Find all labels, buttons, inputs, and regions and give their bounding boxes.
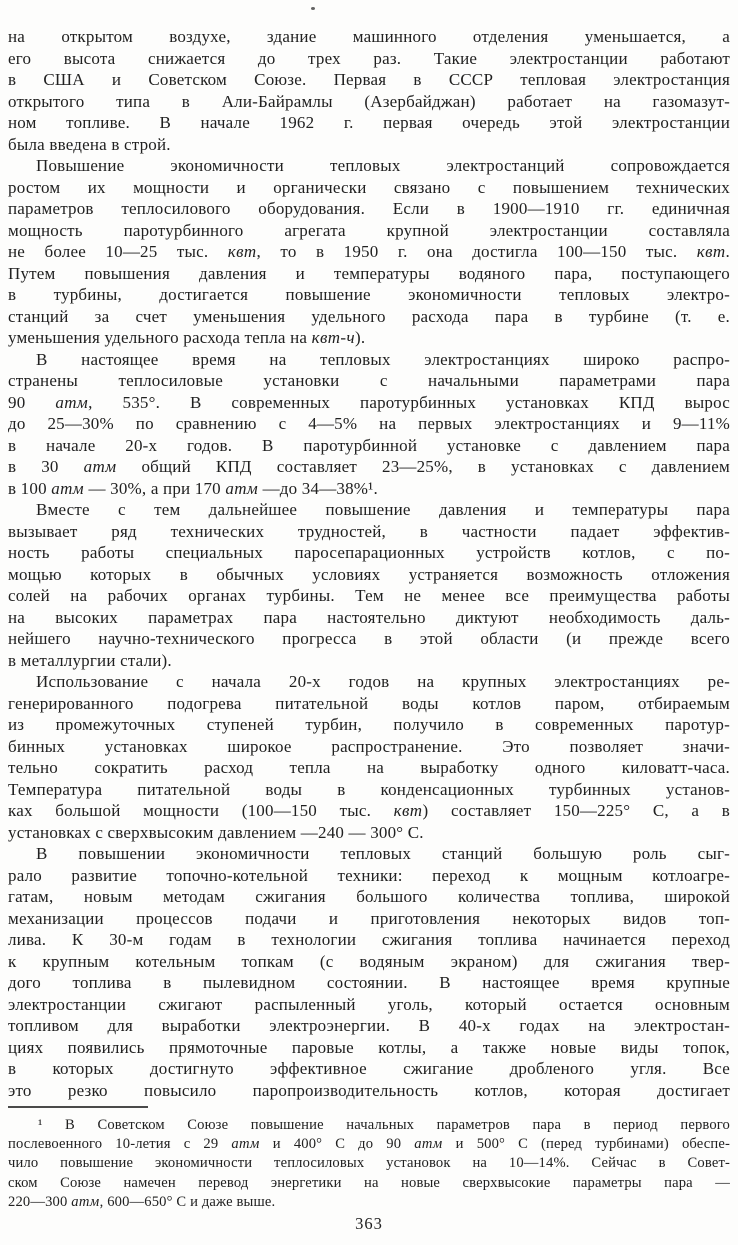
text-line: в США и Советском Союзе. Первая в СССР тепловая электростанция xyxy=(8,70,730,89)
text-line: странены теплосиловые установки с начальными параметрами пара xyxy=(8,371,730,390)
text-line: в турбины, достигается повышение экономичности тепловых электро- xyxy=(8,285,730,304)
text-line: чило повышение экономичности теплосиловых установок на 10—14%. Сейчас в Совет- xyxy=(8,1155,730,1172)
text-line: В настоящее время на тепловых электростанциях широко распро- xyxy=(36,349,730,369)
text-line: ном топливе. В начале 1962 г. первая очередь этой электростанции xyxy=(8,113,730,132)
text-line: солей на рабочих органах турбины. Тем не менее все преимущества работы xyxy=(8,586,730,605)
paragraph xyxy=(8,26,730,155)
paragraph xyxy=(8,349,730,500)
text-line: Повышение экономичности тепловых электростанций сопровождается xyxy=(36,156,730,175)
text-line: ростом их мощности и органически связано с повышением технических xyxy=(8,177,730,197)
text-line: Путем повышения давления и температуры водяного пара, поступающего xyxy=(8,263,730,283)
paragraph xyxy=(8,671,730,843)
body-text xyxy=(8,26,730,1101)
text-line: 220—300 атм, 600—650° С и даже выше. xyxy=(8,1193,276,1210)
text-line: в 30 атм общий КПД составляет 23—25%, в установках с давлением xyxy=(8,457,730,476)
text-line: генерированного подогрева питательной воды котлов паром, отбираемым xyxy=(8,693,730,713)
text-line: нейшего научно-технического прогресса в этой области (и прежде всего xyxy=(8,629,730,648)
text-line: в металлургии стали). xyxy=(8,650,172,670)
text-line: В повышении экономичности тепловых станций большую роль сыг- xyxy=(36,844,730,863)
text-line: на высоких параметрах пара настоятельно диктуют необходимость даль- xyxy=(8,607,730,627)
text-line: циях появились прямоточные паровые котлы, а также новые виды топок, xyxy=(8,1037,730,1057)
text-line: ском Союзе намечен перевод энергетики на новые сверхвысокие параметры пара — xyxy=(8,1174,730,1191)
text-line: на открытом воздухе, здание машинного отделения уменьшается, а xyxy=(8,27,730,46)
text-line: дого топлива в пылевидном состоянии. В настоящее время крупные xyxy=(8,973,730,992)
text-line: в которых достигнуто эффективное сжигание дробленого угля. Все xyxy=(8,1059,730,1078)
text-line: ¹ В Советском Союзе повышение начальных параметров пара в период первого xyxy=(38,1117,730,1133)
text-line: электростанции сжигают распыленный уголь, который остается основным xyxy=(8,994,730,1014)
text-line: до 25—30% по сравнению с 4—5% на первых электростанциях и 9—11% xyxy=(8,414,730,433)
text-line: открытого типа в Али-Байрамлы (Азербайджан) работает на газомазут- xyxy=(8,91,730,111)
text-line: мощью которых в обычных условиях устраняется возможность отложения xyxy=(8,564,730,584)
text-line: Вместе с тем дальнейшее повышение давления и температуры пара xyxy=(36,500,730,519)
text-line: механизации процессов подачи и приготовления некоторых видов топ- xyxy=(8,908,730,928)
text-line: это резко повысило паропроизводительность котлов, которая достигает xyxy=(8,1080,730,1100)
footnote-divider xyxy=(8,1106,148,1108)
text-line: бинных установках широкое распространение. Это позволяет значи- xyxy=(8,736,730,756)
text-line: параметров теплосилового оборудования. Если в 1900—1910 гг. единичная xyxy=(8,199,730,218)
text-line: в 100 атм — 30%, а при 170 атм —до 34—38%¹. xyxy=(8,478,378,498)
text-line: послевоенного 10-летия с 29 атм и 400° С до 90 атм и 500° С (перед турбинами) обеспе- xyxy=(8,1136,730,1153)
text-line: мощность паротурбинного агрегата крупной электростанции составляла xyxy=(8,220,730,240)
text-line: из промежуточных ступеней турбин, получило в современных паротур- xyxy=(8,715,730,734)
text-line: гатам, новым методам сжигания большого количества топлива, широкой xyxy=(8,887,730,906)
text-line: к крупным котельным топкам (с водяным экраном) для сжигания твер- xyxy=(8,951,730,971)
text-line: вызывает ряд технических трудностей, в частности падает эффектив- xyxy=(8,521,730,541)
text-line: лива. К 30-м годам в технологии сжигания топлива начинается переход xyxy=(8,930,730,949)
text-line: в начале 20-х годов. В паротурбинной установке с давлением пара xyxy=(8,435,730,455)
footnote xyxy=(8,1116,730,1212)
text-line: Использование с начала 20-х годов на крупных электростанциях ре- xyxy=(36,672,730,691)
text-line: ность работы специальных паросепарационных устройств котлов, с по- xyxy=(8,543,730,562)
text-line: рало развитие топочно-котельной техники: переход к мощным котлоагре- xyxy=(8,865,730,885)
text-line: его высота снижается до трех раз. Такие электростанции работают xyxy=(8,48,730,68)
paragraph xyxy=(8,155,730,349)
text-line: уменьшения удельного расхода тепла на квт-ч). xyxy=(8,328,366,347)
text-line: Температура питательной воды в конденсационных турбинных установ- xyxy=(8,779,730,799)
text-line: топливом для выработки электроэнергии. В 40-х годах на электростан- xyxy=(8,1016,730,1035)
scan-artifact-dot xyxy=(311,7,315,10)
text-line: была введена в строй. xyxy=(8,134,171,154)
paragraph xyxy=(8,843,730,1101)
page-number: 363 xyxy=(355,1214,383,1233)
text-line: не более 10—25 тыс. квт, то в 1950 г. она достигла 100—150 тыс. квт. xyxy=(8,242,730,261)
text-line: 90 атм, 535°. В современных паротурбинных установках КПД вырос xyxy=(8,392,730,412)
text-line: установках с сверхвысоким давлением —240 — 300° С. xyxy=(8,822,424,842)
text-line: станций за счет уменьшения удельного расхода пара в турбине (т. е. xyxy=(8,306,730,326)
paragraph xyxy=(8,499,730,671)
text-line: ках большой мощности (100—150 тыс. квт) составляет 150—225° С, а в xyxy=(8,801,730,820)
text-line: тельно сократить расход тепла на выработку одного киловатт-часа. xyxy=(8,758,730,777)
